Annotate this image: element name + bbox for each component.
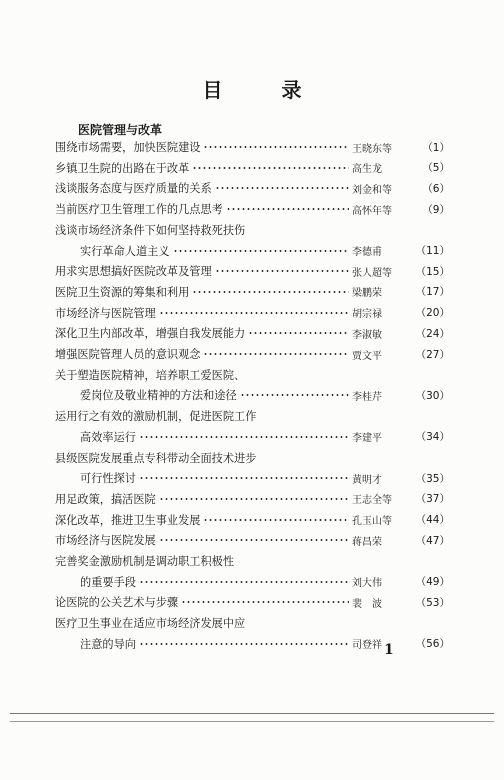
toc-entry xyxy=(55,325,450,341)
toc-entry-page: （9） xyxy=(422,203,450,216)
toc-entry-page: （30） xyxy=(415,389,450,402)
toc-entry xyxy=(55,491,450,507)
toc-entry xyxy=(55,160,450,176)
toc-entry-author: 梁鹏荣 xyxy=(352,288,382,300)
toc-entry-author: 王晓东等 xyxy=(352,143,392,155)
toc-entry-author: 司登祥 xyxy=(352,640,382,652)
toc-entry-page: （6） xyxy=(422,182,450,195)
leader-dots xyxy=(203,519,349,521)
toc-entry-author: 裴 波 xyxy=(352,598,382,610)
leader-dots xyxy=(203,146,349,148)
leader-dots xyxy=(139,643,349,645)
toc-entry-title: 注意的导向 xyxy=(80,637,136,651)
toc-entry-page: （56） xyxy=(415,638,450,651)
toc-entry xyxy=(55,594,450,610)
toc-entry xyxy=(80,243,450,259)
toc-entry-page: （35） xyxy=(415,472,450,485)
leader-dots xyxy=(139,581,349,583)
toc-entry-author: 刘大伟 xyxy=(352,578,382,590)
toc-entry-title: 的重要手段 xyxy=(80,575,136,589)
toc-entry xyxy=(55,346,450,362)
toc-entry-page: （27） xyxy=(415,348,450,361)
toc-entry-title: 用足政策，搞活医院 xyxy=(55,492,156,506)
toc-entry-title: 围绕市场需要，加快医院建设 xyxy=(55,141,201,154)
toc-entry xyxy=(55,139,450,155)
toc-entry-title: 关于塑造医院精神，培养职工爱医院、 xyxy=(55,368,246,382)
toc-entry xyxy=(55,367,450,383)
toc-entry-title: 完善奖金激励机制是调动职工积极性 xyxy=(55,555,235,568)
toc-entry-page: （37） xyxy=(415,493,450,506)
toc-entry-page: （17） xyxy=(415,286,450,299)
toc-entry-author: 贾文平 xyxy=(352,350,382,362)
toc-entry-author: 李桂芹 xyxy=(352,391,382,403)
leader-dots xyxy=(215,187,349,189)
toc-entry xyxy=(55,532,450,548)
toc-entry-title: 医疗卫生事业在适应市场经济发展中应 xyxy=(55,617,246,631)
toc-entry-title: 乡镇卫生院的出路在于改革 xyxy=(55,161,190,175)
leader-dots xyxy=(181,601,349,603)
toc-entry-title: 增强医院管理人员的意识观念 xyxy=(55,348,201,361)
toc-entry-title: 市场经济与医院发展 xyxy=(55,534,156,548)
leader-dots xyxy=(226,208,349,210)
toc-entry xyxy=(80,636,450,652)
toc-entry-page: （34） xyxy=(415,431,450,444)
toc-entry-author: 李淑敏 xyxy=(352,329,382,341)
leader-dots xyxy=(173,250,349,252)
toc-entry-title: 论医院的公关艺术与步骤 xyxy=(55,596,179,610)
leader-dots xyxy=(192,167,349,169)
toc-entry xyxy=(55,408,450,424)
toc-entry-page: （5） xyxy=(422,162,450,175)
toc-entry-title: 高效率运行 xyxy=(80,430,136,444)
toc-entry-page: （53） xyxy=(415,596,450,609)
toc-entry-page: （20） xyxy=(415,307,450,320)
toc-entry-title: 县级医院发展重点专科带动全面技术进步 xyxy=(55,451,257,465)
toc-entry-author: 刘金和等 xyxy=(352,184,392,196)
leader-dots xyxy=(159,539,349,541)
toc-entry-title: 浅谈市场经济条件下如何坚持救死扶伤 xyxy=(55,223,246,237)
toc-entry-page: （24） xyxy=(415,327,450,340)
toc-entry xyxy=(55,284,450,300)
toc-entry xyxy=(55,201,450,217)
toc-entry-title: 深化卫生内部改革，增强自我发展能力 xyxy=(55,327,246,341)
toc-entry-author: 张人超等 xyxy=(352,267,392,279)
toc-entry-author: 高怀年等 xyxy=(352,205,392,217)
toc-entry-author: 王志全等 xyxy=(352,495,392,507)
leader-dots xyxy=(139,477,349,479)
toc-entry xyxy=(55,553,450,569)
page-number: 1 xyxy=(384,642,394,658)
toc-entry xyxy=(55,180,450,196)
toc-entry-author: 高生龙 xyxy=(352,164,382,176)
page-title: 目 录 xyxy=(202,78,328,102)
section-heading: 医院管理与改革 xyxy=(78,123,163,137)
toc-entry xyxy=(80,387,450,403)
bottom-rule xyxy=(10,713,494,714)
toc-entry-author: 孔玉山等 xyxy=(352,516,392,528)
toc-entry-author: 黄明才 xyxy=(352,474,382,486)
toc-entry xyxy=(55,615,450,631)
leader-dots xyxy=(240,394,349,396)
leader-dots xyxy=(192,291,349,293)
toc-entry-page: （15） xyxy=(415,265,450,278)
toc-entry-page: （11） xyxy=(415,245,450,257)
toc-entry-author: 胡宗禄 xyxy=(352,309,382,321)
leader-dots xyxy=(248,332,349,334)
toc-entry-author: 蒋昌荣 xyxy=(352,536,382,548)
toc-entry-title: 浅谈服务态度与医疗质量的关系 xyxy=(55,182,212,196)
toc-entry-title: 实行革命人道主义 xyxy=(80,244,170,258)
toc-entry-title: 运用行之有效的激励机制，促进医院工作 xyxy=(55,410,257,424)
toc-entry-page: （47） xyxy=(415,534,450,547)
toc-entry-page: （49） xyxy=(415,576,450,589)
leader-dots xyxy=(159,312,349,314)
toc-entry-title: 市场经济与医院管理 xyxy=(55,306,156,320)
toc-entry xyxy=(55,512,450,528)
bottom-rule xyxy=(10,721,494,722)
toc-entry-author: 李德甫 xyxy=(352,247,382,258)
toc-entry-title: 深化改革，推进卫生事业发展 xyxy=(55,513,201,527)
toc-entry xyxy=(55,305,450,321)
toc-entry-title: 当前医疗卫生管理工作的几点思考 xyxy=(55,203,223,217)
toc-entry-title: 可行性探讨 xyxy=(80,472,136,486)
toc-entry xyxy=(55,450,450,466)
toc-entry xyxy=(80,574,450,590)
toc-entry xyxy=(80,470,450,486)
toc-entry xyxy=(55,222,450,238)
leader-dots xyxy=(139,436,349,438)
toc-entry-title: 用求实思想搞好医院改革及管理 xyxy=(55,265,212,279)
toc-entry-title: 医院卫生资源的筹集和利用 xyxy=(55,285,190,299)
toc-entry-page: （44） xyxy=(415,514,450,527)
toc-entry-title: 爱岗位及敬业精神的方法和途径 xyxy=(80,389,237,403)
toc-entry xyxy=(80,429,450,445)
toc-entry xyxy=(55,263,450,279)
leader-dots xyxy=(215,270,349,272)
leader-dots xyxy=(203,353,349,355)
toc-entry-author: 李建平 xyxy=(352,433,382,445)
toc-entry-page: （1） xyxy=(422,141,450,154)
leader-dots xyxy=(159,498,349,500)
